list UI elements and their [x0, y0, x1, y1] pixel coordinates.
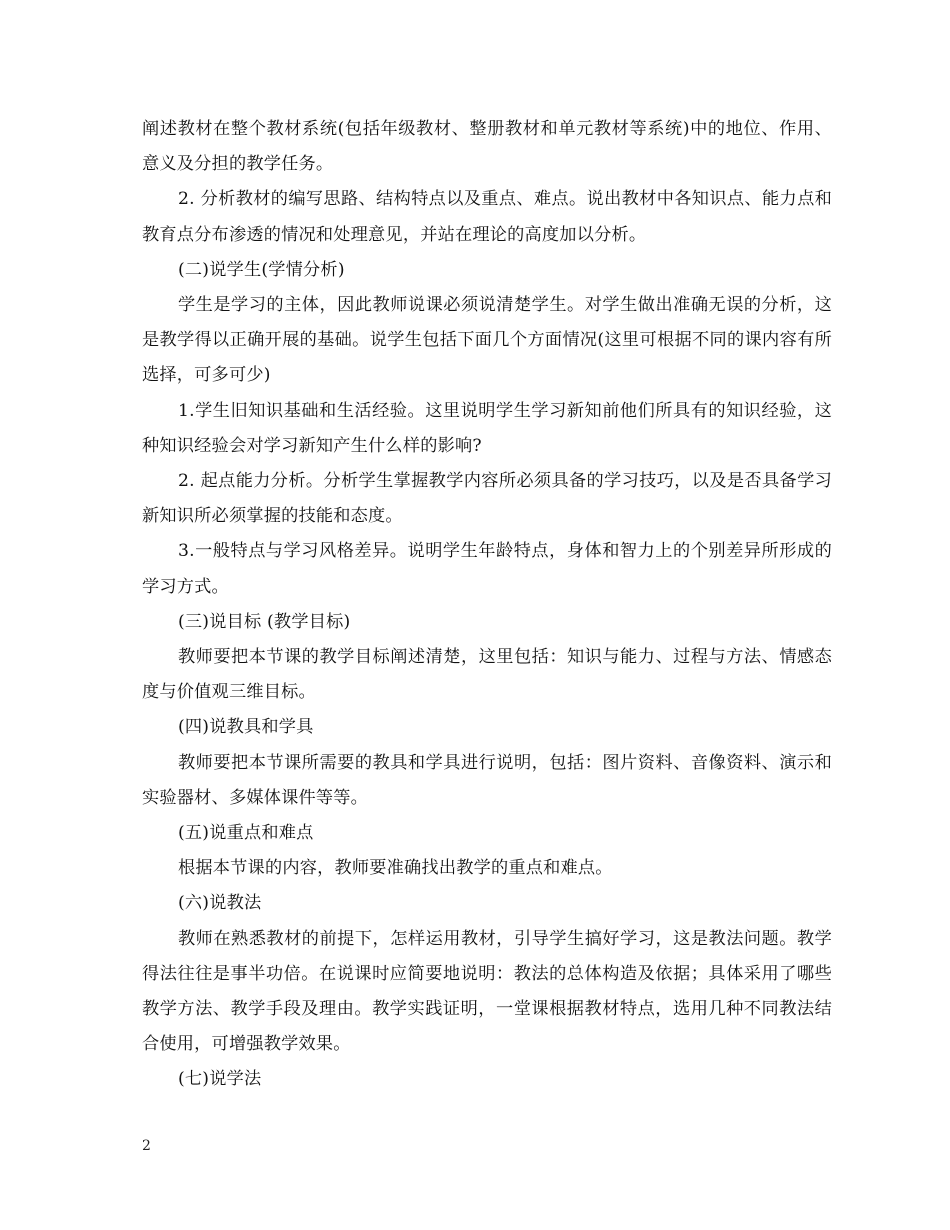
paragraph-students-intro: 学生是学习的主体，因此教师说课必须说清楚学生。对学生做出准确无误的分析，这是教学得以正确开展的基础。说学生包括下面几个方面情况(这里可根据不同的课内容有所选择，可多可少) — [142, 295, 832, 386]
paragraph-key-points: 根据本节课的内容，教师要准确找出教学的重点和难点。 — [178, 858, 613, 879]
paragraph-textbook-analysis: 2. 分析教材的编写思路、结构特点以及重点、难点。说出教材中各知识点、能力点和教育点分布渗透的情况和处理意见，并站在理论的高度加以分析。 — [142, 189, 832, 245]
paragraph-objectives: 教师要把本节课的教学目标阐述清楚，这里包括：知识与能力、过程与方法、情感态度与价值观三维目标。 — [142, 647, 832, 703]
paragraph-teaching-methods: 教师在熟悉教材的前提下，怎样运用教材，引导学生搞好学习，这是教法问题。教学得法往往是事半功倍。在说课时应简要地说明：教法的总体构造及依据；具体采用了哪些教学方法、教学手段及理由。教学实践证明，一堂课根据教材特点，选用几种不同教法结合使用，可增强教学效果。 — [142, 928, 832, 1055]
section-heading-teaching-aids: (四)说教具和学具 — [178, 717, 314, 738]
document-body — [142, 112, 832, 1098]
section-heading-objectives: (三)说目标 (教学目标) — [178, 611, 351, 632]
paragraph-prior-knowledge: 1.学生旧知识基础和生活经验。这里说明学生学习新知前他们所具有的知识经验，这种知识经验会对学习新知产生什么样的影响? — [142, 400, 832, 456]
section-heading-teaching-methods: (六)说教法 — [178, 893, 262, 914]
paragraph-teaching-aids: 教师要把本节课所需要的教具和学具进行说明，包括：图片资料、音像资料、演示和实验器材、多媒体课件等等。 — [142, 752, 832, 808]
paragraph-textbook-position: 阐述教材在整个教材系统(包括年级教材、整册教材和单元教材等系统)中的地位、作用、意义及分担的教学任务。 — [142, 119, 832, 175]
paragraph-starting-ability: 2. 起点能力分析。分析学生掌握教学内容所必须具备的学习技巧，以及是否具备学习新知识所必须掌握的技能和态度。 — [142, 471, 832, 527]
page-number: 2 — [142, 1138, 151, 1154]
paragraph-learning-style: 3.一般特点与学习风格差异。说明学生年龄特点，身体和智力上的个别差异所形成的学习方式。 — [142, 541, 832, 597]
section-heading-students: (二)说学生(学情分析) — [178, 259, 345, 280]
section-heading-key-points: (五)说重点和难点 — [178, 823, 314, 844]
section-heading-learning-methods: (七)说学法 — [178, 1069, 262, 1090]
